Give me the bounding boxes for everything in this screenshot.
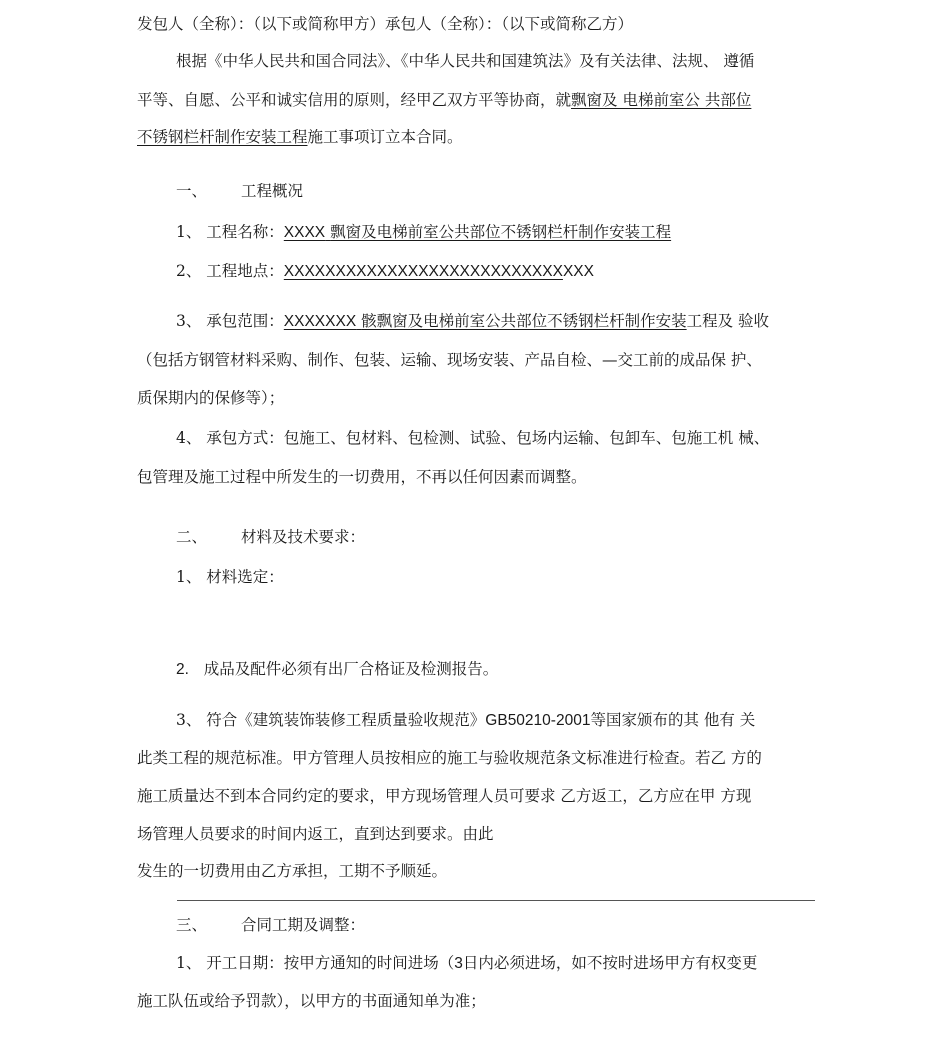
location-value-tail: XXX — [562, 263, 594, 280]
start-date-line-1 — [176, 953, 757, 974]
standards-text-tail: 等国家颁布的其 他有 关 — [590, 711, 756, 729]
field-label: 1、 工程名称： — [176, 223, 284, 241]
start-date-text: 1、 开工日期：按甲方通知的时间进场（ — [176, 954, 455, 972]
field-value — [284, 223, 671, 241]
standards-line-5: 发生的一切费用由乙方承担，工期不予顺延。 — [137, 862, 448, 880]
location-value: XXXXXXXXXXXXXXXXXXXXXXXXXXX — [283, 263, 563, 280]
section-number: 一、 — [176, 182, 208, 200]
standards-line-2: 此类工程的规范标准。甲方管理人员按相应的施工与验收规范条文标准进行检查。若乙 方的 — [137, 749, 762, 767]
scope-tail: 工程及 验收 — [686, 312, 770, 330]
section-title: 材料及技术要求： — [241, 528, 366, 546]
material-selection-line: 1、 材料选定： — [176, 568, 284, 586]
scope-line-2: （包括方钢管材料采购、制作、包装、运输、现场安装、产品自检、—交工前的成品保 护、 — [137, 351, 762, 369]
section-title: 合同工期及调整： — [241, 916, 366, 934]
placeholder-x: XXXX — [283, 224, 326, 241]
placeholder-x: XXXXXXX — [283, 313, 357, 330]
section-number: 三、 — [176, 916, 208, 934]
certificate-text: 成品及配件必须有出厂合格证及检测报告。 — [203, 660, 499, 678]
scope-line-3: 质保期内的保修等）； — [137, 389, 285, 407]
scope-value — [284, 312, 687, 330]
section-title: 工程概况 — [241, 182, 304, 200]
project-scope-underlined: 飘窗及 电梯前室公 共部位 — [571, 91, 752, 109]
certificate-line — [176, 659, 498, 680]
field-label: 3、 承包范围： — [176, 312, 284, 330]
project-name-line — [176, 222, 671, 243]
parties-line: 发包人（全称）：（以下或简称甲方）承包人（全称）：（以下或简称乙方） — [137, 15, 634, 33]
section-number: 二、 — [176, 528, 208, 546]
project-name-text: 飘窗及电梯前室公共部位不锈钢栏杆制作安装工程 — [330, 223, 672, 241]
section-1-heading — [176, 181, 303, 201]
standards-line-1 — [176, 710, 755, 731]
project-name-underlined: 不锈钢栏杆制作安装工程 — [137, 128, 308, 146]
contract-mode-line-2: 包管理及施工过程中所发生的一切费用，不再以任何因素而调整。 — [137, 468, 587, 486]
contract-mode-line-1: 4、 承包方式：包施工、包材料、包检测、试验、包场内运输、包卸车、包施工机 械、 — [176, 429, 770, 447]
section-3-heading — [176, 915, 365, 935]
days-number: 3 — [454, 955, 463, 972]
start-date-text-tail: 日内必须进场，如不按时进场甲方有权变更 — [462, 954, 758, 972]
standards-line-4: 场管理人员要求的时间内返工，直到达到要求。由此 — [137, 825, 494, 843]
standards-line-3: 施工质量达不到本合同约定的要求，甲方现场管理人员可要求 乙方返工，乙方应在甲 方现 — [137, 787, 752, 805]
intro-line-2 — [137, 90, 751, 110]
scope-line-1 — [176, 311, 769, 332]
standard-code: GB50210-2001 — [485, 712, 591, 729]
field-label: 2、 工程地点： — [176, 262, 284, 280]
intro-line-3 — [137, 127, 463, 147]
standards-text: 3、 符合《建筑装饰装修工程质量验收规范》 — [176, 711, 486, 729]
scope-text: 骸飘窗及电梯前室公共部位不锈钢栏杆制作安装 — [361, 312, 687, 330]
divider — [177, 900, 815, 901]
intro-line-1: 根据《中华人民共和国合同法》、《中华人民共和国建筑法》及有关法律、法规、 遵循 — [176, 52, 755, 70]
intro-text: 平等、自愿、公平和诚实信用的原则，经甲乙双方平等协商，就 — [137, 91, 572, 109]
start-date-line-2: 施工队伍或给予罚款），以甲方的书面通知单为准； — [137, 992, 486, 1010]
project-location-line — [176, 261, 594, 282]
section-2-heading — [176, 527, 365, 547]
item-number: 2. — [176, 661, 189, 678]
intro-text-end: 施工事项订立本合同。 — [307, 128, 463, 146]
